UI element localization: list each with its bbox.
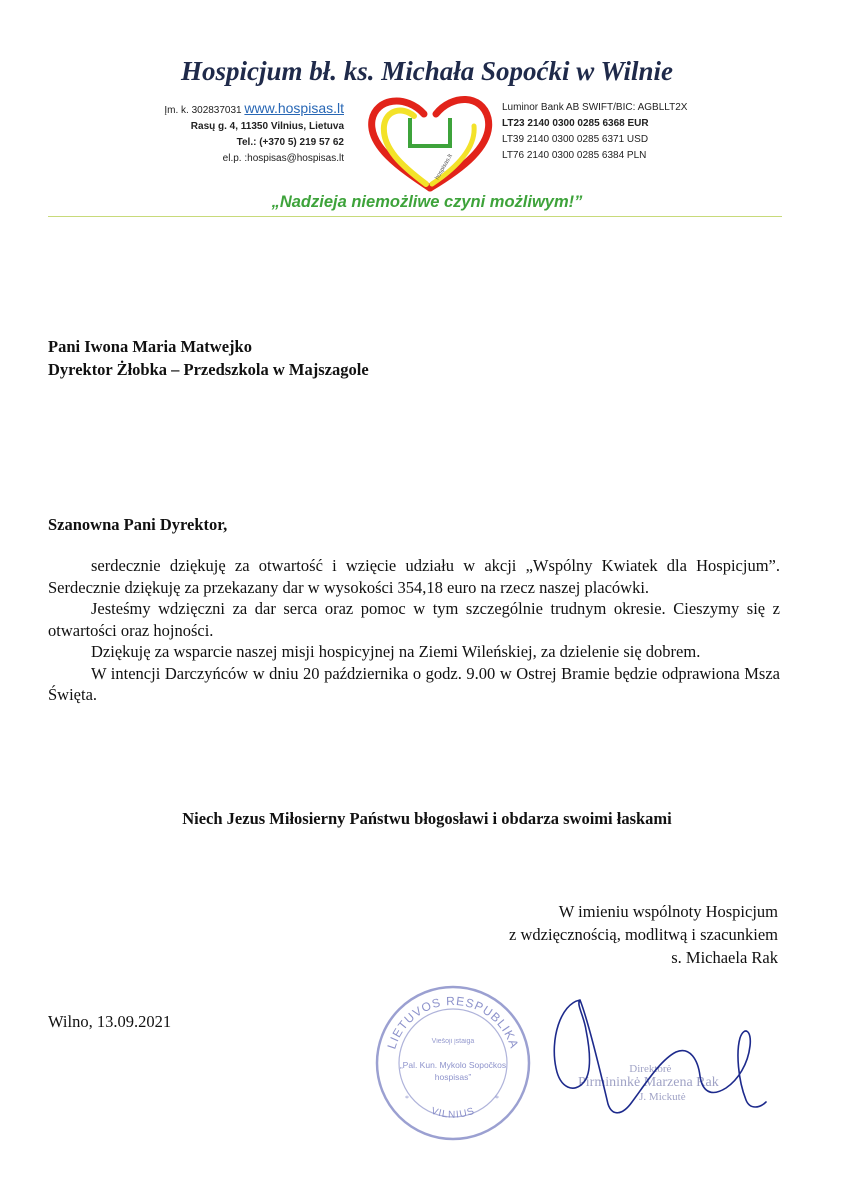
date: Wilno, 13.09.2021 — [48, 1012, 172, 1031]
iban-eur: LT23 2140 0300 0285 6368 EUR — [502, 118, 649, 129]
handwritten-signature — [540, 990, 770, 1130]
stamp-line-1: „Pal. Kun. Mykolo Sopočkos — [399, 1060, 507, 1070]
director-role: Direktorė — [629, 1063, 672, 1075]
closing-line-1: W imieniu wspólnoty Hospicjum — [558, 902, 778, 921]
bank-name: Luminor Bank AB SWIFT/BIC: AGBLLT2X — [502, 102, 688, 113]
website-link[interactable]: www.hospisas.lt — [244, 100, 344, 116]
email: el.p. :hospisas@hospisas.lt — [222, 153, 344, 164]
director-name: Pirmininkė Marzena Rak — [578, 1075, 719, 1090]
stamp-bottom-text: VILNIUS — [429, 1105, 477, 1121]
header-divider — [48, 216, 782, 217]
closing-line-2: z wdzięcznością, modlitwą i szacunkiem — [509, 925, 778, 944]
motto: „Nadzieja niemożliwe czyni możliwym!” — [271, 193, 583, 211]
paragraph: W intencji Darczyńców w dniu 20 października o godz. 9.00 w Ostrej Bramie będzie odprawiona Msza Święta. — [48, 663, 780, 704]
closing-block — [509, 900, 778, 969]
organization-title: Hospicjum bł. ks. Michała Sopoćki w Wilnie — [180, 56, 674, 86]
logo-caption: hospisas.lt — [434, 153, 454, 181]
hospice-heart-logo — [360, 88, 500, 198]
salutation: Szanowna Pani Dyrektor, — [48, 515, 228, 534]
registration-line — [164, 100, 344, 119]
stamp-star-left: * — [405, 1094, 409, 1103]
contact-block — [164, 100, 344, 167]
stamp-line-2: hospisas” — [434, 1072, 472, 1082]
blessing: Niech Jezus Miłosierny Państwu błogosławi i obdarza swoimi łaskami — [182, 809, 672, 828]
signer-name: s. Michaela Rak — [671, 948, 778, 967]
official-stamp — [373, 983, 533, 1143]
paragraph: Dziękuję za wsparcie naszej misji hospicyjnej na Ziemi Wileńskiej, za dzielenie się dobrem. — [91, 642, 701, 661]
address: Rasų g. 4, 11350 Vilnius, Lietuva — [190, 121, 344, 132]
paragraph: serdecznie dziękuję za otwartość i wzięcie udziału w akcji „Wspólny Kwiatek dla Hospicjum”. Serdecznie dziękuję za przekazany dar w wysokości 354,18 euro na rzecz naszej placówki. — [48, 556, 780, 597]
recipient-name: Pani Iwona Maria Matwejko — [48, 337, 252, 356]
bank-details — [502, 100, 687, 164]
letter-body — [48, 555, 780, 706]
phone: Tel.: (+370 5) 219 57 62 — [236, 137, 344, 148]
stamp-star-right: * — [495, 1094, 499, 1103]
paragraph: Jesteśmy wdzięczni za dar serca oraz pomoc w tym szczególnie trudnym okresie. Cieszymy się z otwartości oraz hojności. — [48, 599, 780, 640]
iban-pln: LT76 2140 0300 0285 6384 PLN — [502, 150, 647, 161]
iban-usd: LT39 2140 0300 0285 6371 USD — [502, 134, 649, 145]
stamp-top-text: LIETUVOS RESPUBLIKA — [384, 993, 522, 1051]
director-name-secondary: J. Mickutė — [639, 1091, 686, 1103]
registration-code: Įm. k. 302837031 — [164, 105, 242, 116]
stamp-inner-label: Viešoji įstaiga — [431, 1038, 475, 1045]
logo-book-icon — [410, 118, 450, 146]
recipient-title: Dyrektor Żłobka – Przedszkola w Majszagole — [48, 360, 369, 379]
signature-stroke — [554, 1000, 766, 1113]
recipient-block — [48, 335, 369, 381]
